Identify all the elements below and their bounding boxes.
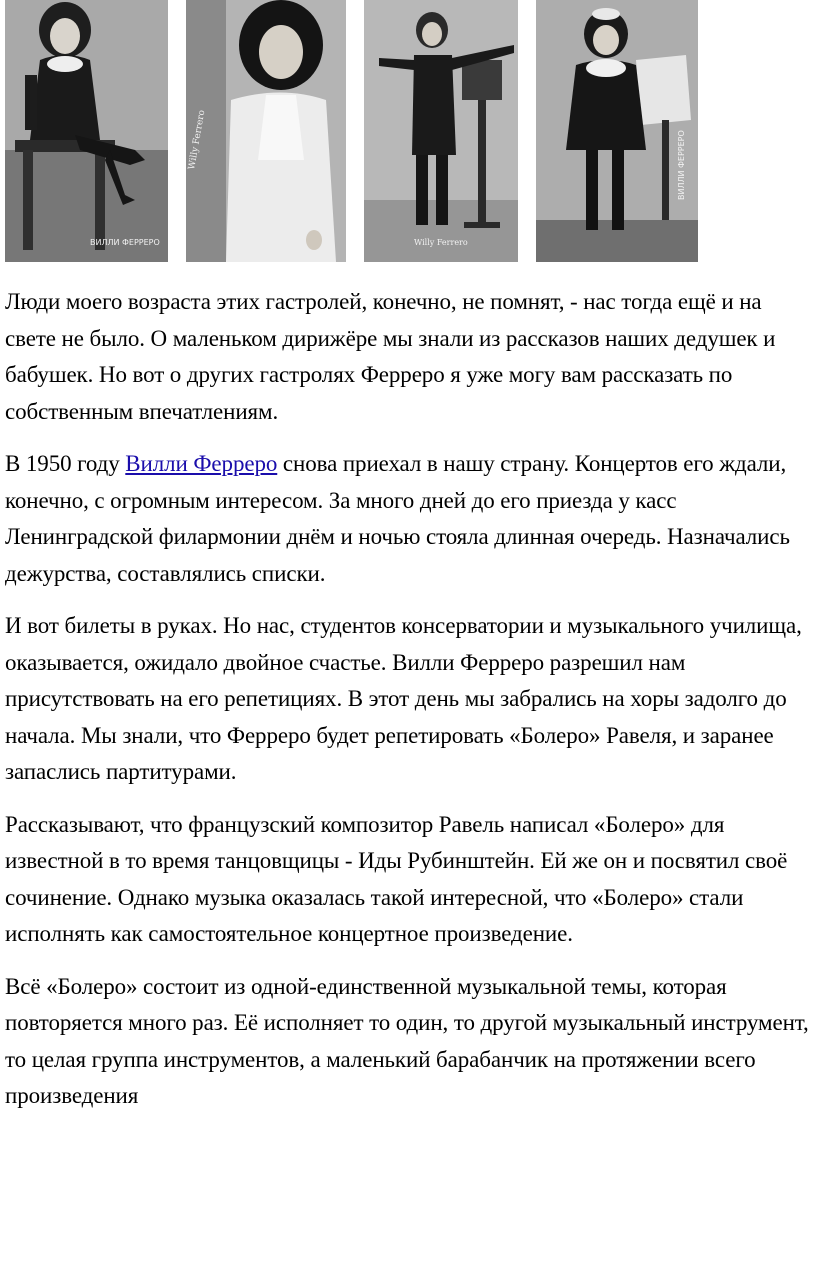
- photo-caption: ВИЛЛИ ФЕРРЕРО: [677, 130, 686, 200]
- paragraph-4: Рассказывают, что французский композитор Равель написал «Болеро» для известной в то время танцовщицы - Иды Рубинштейн. Ей же он и посвятил своё сочинение. Однако музыка оказалась такой интересной, что «Болеро» стали исполнять как самостоятельное концертное произведение.: [5, 811, 788, 946]
- photo-child-at-music-stand: [536, 0, 698, 262]
- paragraph-2: [5, 446, 813, 592]
- paragraph-2-after-link: снова приехал в нашу страну. Концертов его ждали, конечно, с огромным интересом. За много дней до его приезда у касс Ленинградской филармонии днём и ночью стояла длинная очередь. Назначались дежурства, составлялись списки.: [5, 451, 790, 586]
- article-body: [5, 284, 813, 1131]
- paragraph-3: И вот билеты в руках. Но нас, студентов консерватории и музыкального училища, оказывается, ожидало двойное счастье. Вилли Ферреро разрешил нам присутствовать на его репетициях. В этот день мы забрались на хоры задолго до начала. Мы знали, что Ферреро будет репетировать «Болеро» Равеля, и заранее запаслись партитурами.: [5, 613, 802, 784]
- photo-caption: ВИЛЛИ ФЕРРЕРО: [90, 238, 160, 247]
- photo-caption: Willy Ferrero: [187, 109, 208, 171]
- photo-caption: Willy Ferrero: [414, 238, 468, 247]
- photo-child-in-white-shirt: [186, 0, 346, 262]
- photo-strip: [0, 0, 816, 262]
- paragraph-1: Люди моего возраста этих гастролей, конечно, не помнят, - нас тогда ещё и на свете не было. О маленьком дирижёре мы знали из рассказов наших дедушек и бабушек. Но вот о других гастролях Ферреро я уже могу вам рассказать по собственным впечатлениям.: [5, 289, 776, 424]
- photo-child-conducting: [364, 0, 518, 262]
- photo-child-sitting-on-stool: [5, 0, 168, 262]
- willy-ferrero-link[interactable]: Вилли Ферреро: [125, 451, 278, 476]
- paragraph-2-before-link: В 1950 году: [5, 451, 126, 476]
- paragraph-5: Всё «Болеро» состоит из одной-единственной музыкальной темы, которая повторяется много раз. Её исполняет то один, то другой музыкальный инструмент, то целая группа инструментов, а маленький барабанчик на протяжении всего произведения: [5, 973, 809, 1108]
